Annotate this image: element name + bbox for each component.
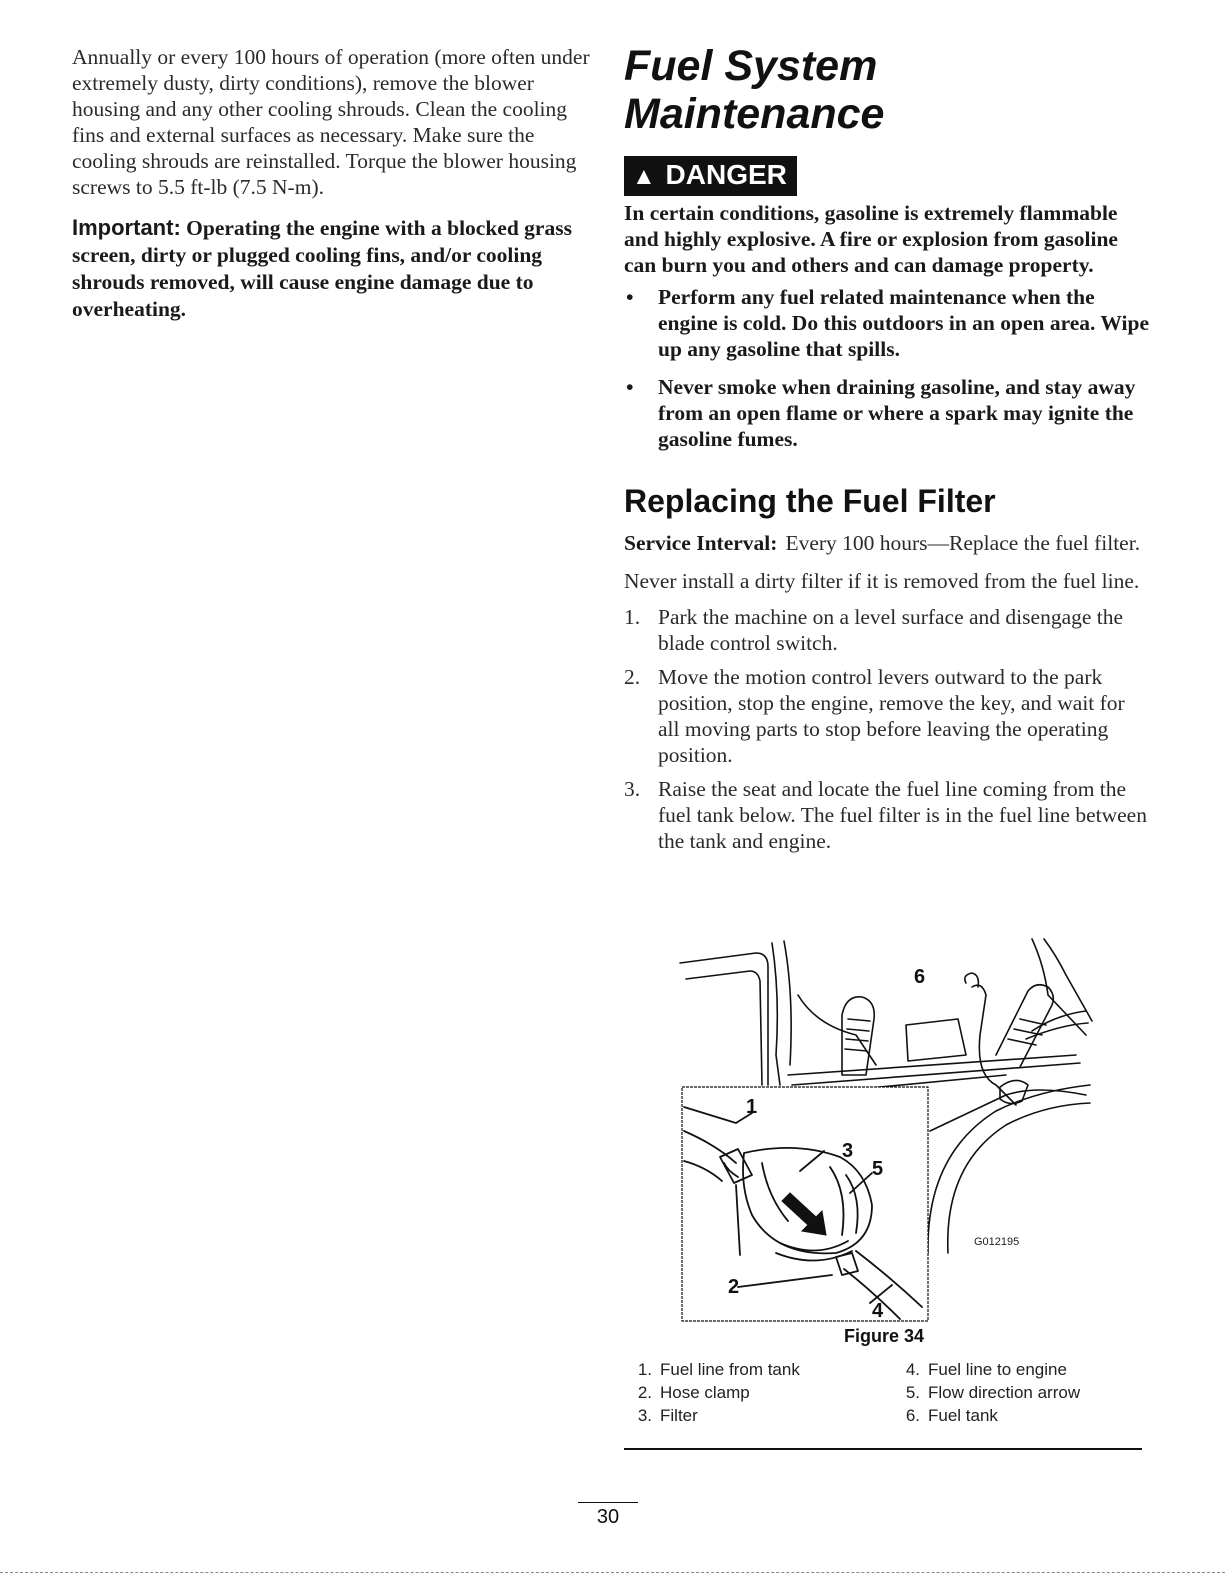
important-note xyxy=(72,214,592,323)
danger-bullet-item: • Perform any fuel related maintenance when the engine is cold. Do this outdoors in an open area. Wipe up any gasoline that spills. xyxy=(626,285,1149,361)
left-column xyxy=(72,44,592,323)
section-divider xyxy=(624,1448,1142,1450)
legend-item: 5. Flow direction arrow xyxy=(905,1383,1081,1402)
figure-code: G012195 xyxy=(974,1236,1020,1248)
callout-label: 5 xyxy=(872,1158,884,1180)
callout-label: 6 xyxy=(914,966,926,988)
legend-item: 4. Fuel line to engine xyxy=(905,1360,1067,1379)
important-text: Operating the engine with a blocked grass screen, dirty or plugged cooling fins, and/or cooling shrouds removed, will cause engine damage due to overheating. xyxy=(72,216,572,321)
callout-label: 1 xyxy=(746,1096,758,1118)
service-interval-value: Every 100 hours—Replace the fuel filter. xyxy=(785,531,1141,555)
danger-label: DANGER xyxy=(665,159,787,190)
section-title-line1: Fuel System xyxy=(624,42,878,90)
callout-label: 3 xyxy=(842,1140,854,1162)
callout-label: 2 xyxy=(728,1276,740,1298)
service-interval xyxy=(624,530,1149,556)
important-label: Important: xyxy=(72,215,181,240)
bullet-icon: • xyxy=(626,285,634,309)
danger-text: In certain conditions, gasoline is extremely flammable and highly explosive. A fire or explosion from gasoline can burn you and others and can damage property. xyxy=(624,201,1118,277)
legend-item: 1. Fuel line from tank xyxy=(637,1360,800,1379)
section-title xyxy=(624,42,1149,138)
warning-triangle-icon: ▲ xyxy=(632,163,656,190)
service-interval-label: Service Interval: xyxy=(624,531,778,555)
callout-label: 4 xyxy=(872,1300,884,1322)
legend-item: 2. Hose clamp xyxy=(637,1383,750,1402)
cooling-paragraph: Annually or every 100 hours of operation (more often under extremely dusty, dirty conditions), remove the blower housing and any other cooling shrouds. Clean the cooling fins and external surfaces as necessary. Make sure the cooling shrouds are reinstalled. Torque the blower housing screws to 5.5 ft-lb (7.5 N-m). xyxy=(72,45,590,199)
bullet-icon: • xyxy=(626,375,634,399)
page-number-rule xyxy=(578,1502,638,1503)
danger-list xyxy=(624,284,1149,452)
step-item: 2. Move the motion control levers outward to the park position, stop the engine, remove the key, and wait for all moving parts to stop before leaving the operating position. xyxy=(624,665,1125,767)
procedure-title: Replacing the Fuel Filter xyxy=(624,483,996,519)
danger-block xyxy=(624,156,1149,452)
danger-bullet-item: • Never smoke when draining gasoline, and stay away from an open flame or where a spark may ignite the gasoline fumes. xyxy=(626,375,1136,451)
danger-badge xyxy=(624,156,797,196)
fuel-filter-diagram xyxy=(676,935,1096,1330)
right-column xyxy=(624,42,1149,862)
steps-list xyxy=(624,604,1149,854)
figure-caption: Figure 34 xyxy=(843,1326,925,1346)
page-number: 30 xyxy=(596,1506,620,1528)
step-item: 1. Park the machine on a level surface and disengage the blade control switch. xyxy=(624,605,1124,655)
filter-note: Never install a dirty filter if it is removed from the fuel line. xyxy=(624,569,1140,593)
legend-item: 6. Fuel tank xyxy=(905,1406,998,1425)
legend-item: 3. Filter xyxy=(637,1406,698,1425)
step-item: 3. Raise the seat and locate the fuel line coming from the fuel tank below. The fuel filter is in the fuel line between the tank and engine. xyxy=(624,777,1147,853)
section-title-line2: Maintenance xyxy=(624,90,885,138)
page-bottom-edge xyxy=(0,1572,1225,1573)
